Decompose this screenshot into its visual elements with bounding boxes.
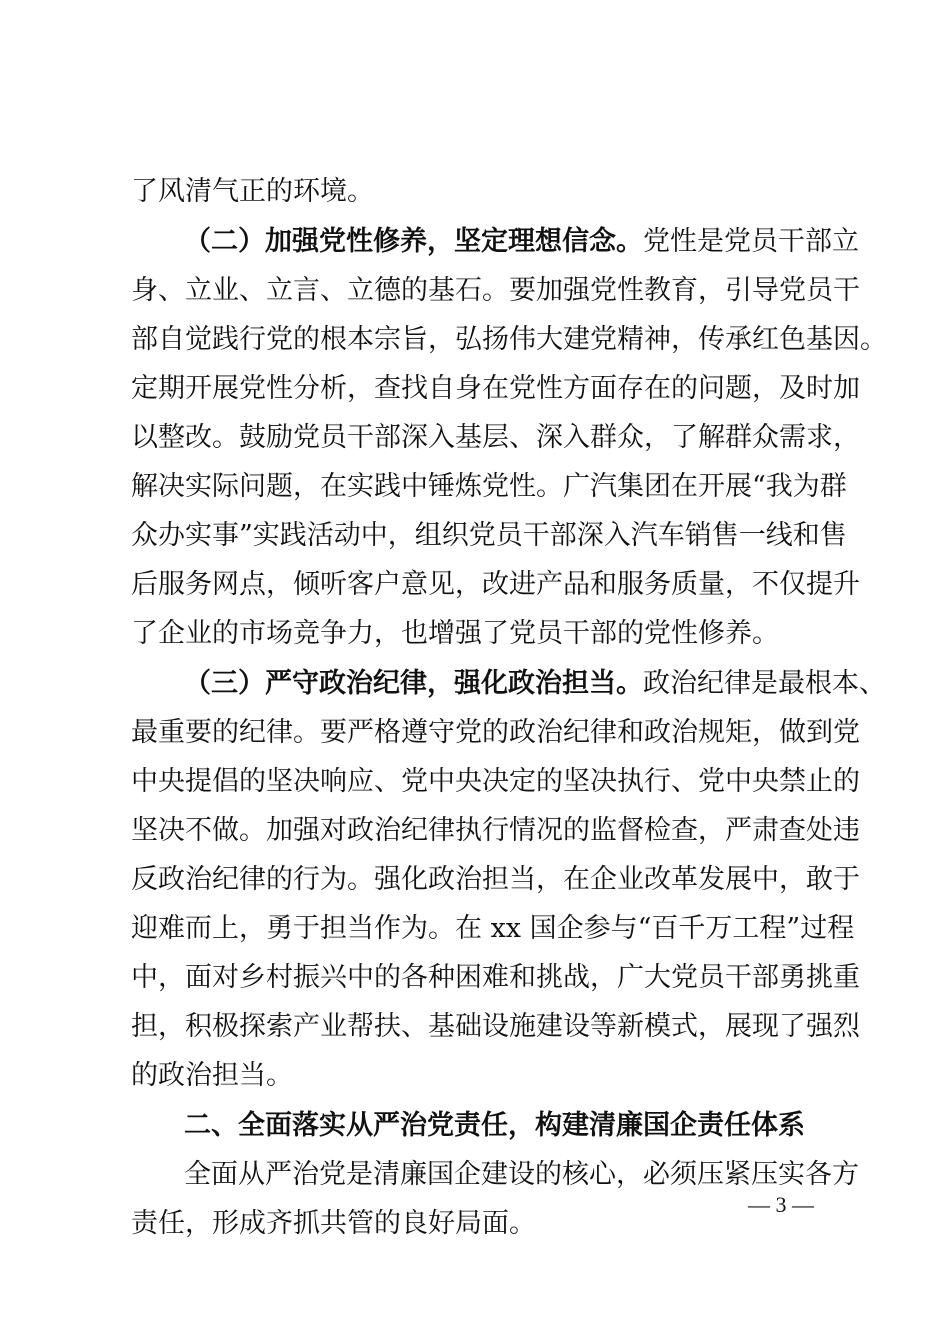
paragraph-line: 了企业的市场竞争力，也增强了党员干部的党性修养。: [131, 618, 779, 649]
paragraph-line: 以整改。鼓励党员干部深入基层、深入群众，了解群众需求，: [131, 422, 860, 453]
paragraph-line: 全面从严治党是清廉国企建设的核心，必须压紧压实各方: [184, 1159, 859, 1190]
page-number: — 3 —: [748, 1192, 814, 1217]
paragraph-text: 党性是党员干部立: [643, 226, 859, 257]
subsection-title: 加强党性修养，坚定理想信念。: [265, 226, 643, 257]
paragraph-line: 中，面对乡村振兴中的各种困难和挑战，广大党员干部勇挑重: [131, 962, 860, 993]
paragraph-line: 身、立业、立言、立德的基石。要加强党性教育，引导党员干: [131, 275, 860, 306]
paragraph-line: 中央提倡的坚决响应、党中央决定的坚决执行、党中央禁止的: [131, 766, 860, 797]
paragraph-line: 了风清气正的环境。: [131, 176, 374, 207]
subsection-two-first-line: [184, 218, 859, 266]
subsection-three-first-line: [184, 660, 886, 708]
paragraph-line: 责任，形成齐抓共管的良好局面。: [131, 1208, 536, 1239]
section-marker: （三）: [184, 668, 265, 699]
paragraph-line: 反政治纪律的行为。强化政治担当，在企业改革发展中，敢于: [131, 864, 860, 895]
paragraph-line: 坚决不做。加强对政治纪律执行情况的监督检查，严肃查处违: [131, 815, 860, 846]
paragraph-line: 的政治担当。: [131, 1060, 293, 1091]
paragraph-line: 部自觉践行党的根本宗旨，弘扬伟大建党精神，传承红色基因。: [131, 324, 887, 355]
subsection-title: 严守政治纪律，强化政治担当。: [265, 668, 643, 699]
section-marker: （二）: [184, 226, 265, 257]
paragraph-line: 解决实际问题，在实践中锤炼党性。广汽集团在开展“我为群: [131, 471, 847, 502]
paragraph-line: 后服务网点，倾听客户意见，改进产品和服务质量，不仅提升: [131, 569, 860, 600]
paragraph-text: 政治纪律是最根本、: [643, 668, 886, 699]
paragraph-line: 众办实事”实践活动中，组织党员干部深入汽车销售一线和售: [131, 520, 847, 551]
paragraph-line: 最重要的纪律。要严格遵守党的政治纪律和政治规矩，做到党: [131, 717, 860, 748]
paragraph-line: 定期开展党性分析，查找自身在党性方面存在的问题，及时加: [131, 373, 860, 404]
paragraph-line: 担，积极探索产业帮扶、基础设施建设等新模式，展现了强烈: [131, 1011, 860, 1042]
section-heading: 二、全面落实从严治党责任，构建清廉国企责任体系: [184, 1110, 805, 1141]
paragraph-line: 迎难而上，勇于担当作为。在 xx 国企参与“百千万工程”过程: [131, 913, 855, 944]
